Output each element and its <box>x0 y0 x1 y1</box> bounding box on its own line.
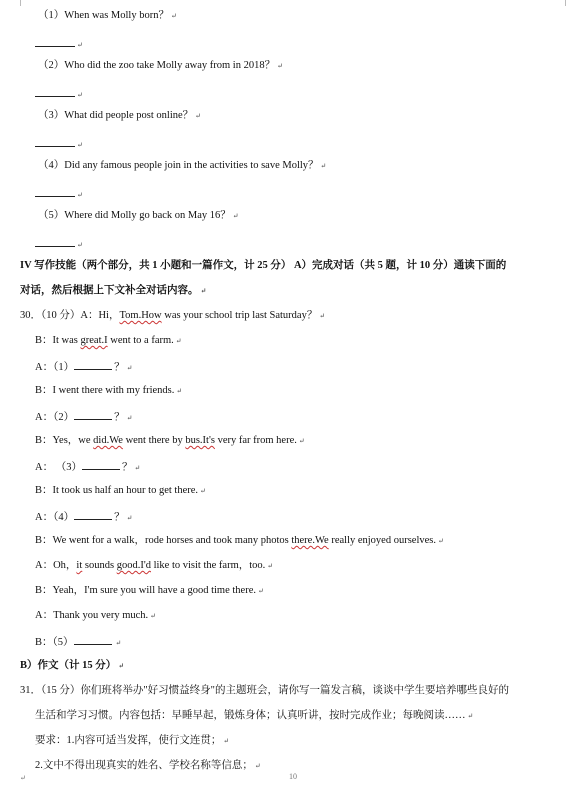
dialogue-a1[interactable]: A：（1） ？ ↵ <box>35 359 132 375</box>
question-4: （4）Did any famous people join in the activities to save Molly？ ↵ <box>38 160 327 171</box>
question-31-line2: 生活和学习习惯。内容包括：早睡早起，锻炼身体；认真听讲，按时完成作业；每晚阅读…… ↵ <box>35 710 474 721</box>
dialogue-b1: B：It was great.I went to a farm. ↵ <box>35 335 182 346</box>
answer-blank-1[interactable]: ↵ <box>35 36 83 52</box>
page-number: 10 <box>289 772 297 781</box>
question-31-requirement-1: 要求：1.内容可适当发挥，使行文连贯； ↵ <box>35 735 230 746</box>
dialogue-b5: B：We went for a walk，rode horses and took many photos there.We really enjoyed ourselves. ↵ <box>35 535 444 546</box>
answer-blank-5[interactable]: ↵ <box>35 236 83 252</box>
dialogue-b3: B：Yes，we did.We went there by bus.It's very far from here. ↵ <box>35 435 305 446</box>
question-31-line1: 31．（15 分）你们班将举办"好习惯益终身"的主题班会，请你写一篇发言稿，谈谈中学生要培养哪些良好的 <box>20 685 509 696</box>
corner-mark-right <box>565 0 572 6</box>
section-b-heading: B）作文（计 15 分） ↵ <box>20 660 125 671</box>
question-30-intro: 30．（10 分）A：Hi，Tom.How was your school trip last Saturday？ ↵ <box>20 310 326 321</box>
dialogue-b7[interactable]: B：（5） ↵ <box>35 634 121 650</box>
dialogue-b6: B：Yeah，I'm sure you will have a good time there. ↵ <box>35 585 264 596</box>
footer-mark: ↵ <box>20 774 26 782</box>
dialogue-a5: A：Oh，it sounds good.I'd like to visit the farm，too. ↵ <box>35 560 274 571</box>
answer-blank-3[interactable]: ↵ <box>35 136 83 152</box>
answer-blank-2[interactable]: ↵ <box>35 86 83 102</box>
section-4-heading-line2: 对话，然后根据上下文补全对话内容。 ↵ <box>20 285 207 296</box>
section-4-heading-line1: IV 写作技能（两个部分，共 1 小题和一篇作文，计 25 分） A）完成对话（共 5 题，计 10 分）通读下面的 <box>20 260 507 271</box>
dialogue-a2[interactable]: A：（2） ？ ↵ <box>35 409 132 425</box>
question-2: （2）Who did the zoo take Molly away from in 2018？ ↵ <box>38 60 283 71</box>
question-3: （3）What did people post online？ ↵ <box>38 110 202 121</box>
corner-mark-left <box>14 0 21 6</box>
dialogue-a3[interactable]: A： （3） ？ ↵ <box>35 459 140 475</box>
dialogue-a6: A：Thank you very much. ↵ <box>35 610 157 621</box>
dialogue-a4[interactable]: A：（4） ？ ↵ <box>35 509 132 525</box>
question-31-requirement-2: 2.文中不得出现真实的姓名、学校名称等信息； ↵ <box>35 760 261 771</box>
answer-blank-4[interactable]: ↵ <box>35 186 83 202</box>
dialogue-b2: B：I went there with my friends. ↵ <box>35 385 183 396</box>
dialogue-b4: B：It took us half an hour to get there. ↵ <box>35 485 206 496</box>
question-1: （1）When was Molly born？ ↵ <box>38 10 177 21</box>
question-5: （5）Where did Molly go back on May 16？ ↵ <box>38 210 239 221</box>
